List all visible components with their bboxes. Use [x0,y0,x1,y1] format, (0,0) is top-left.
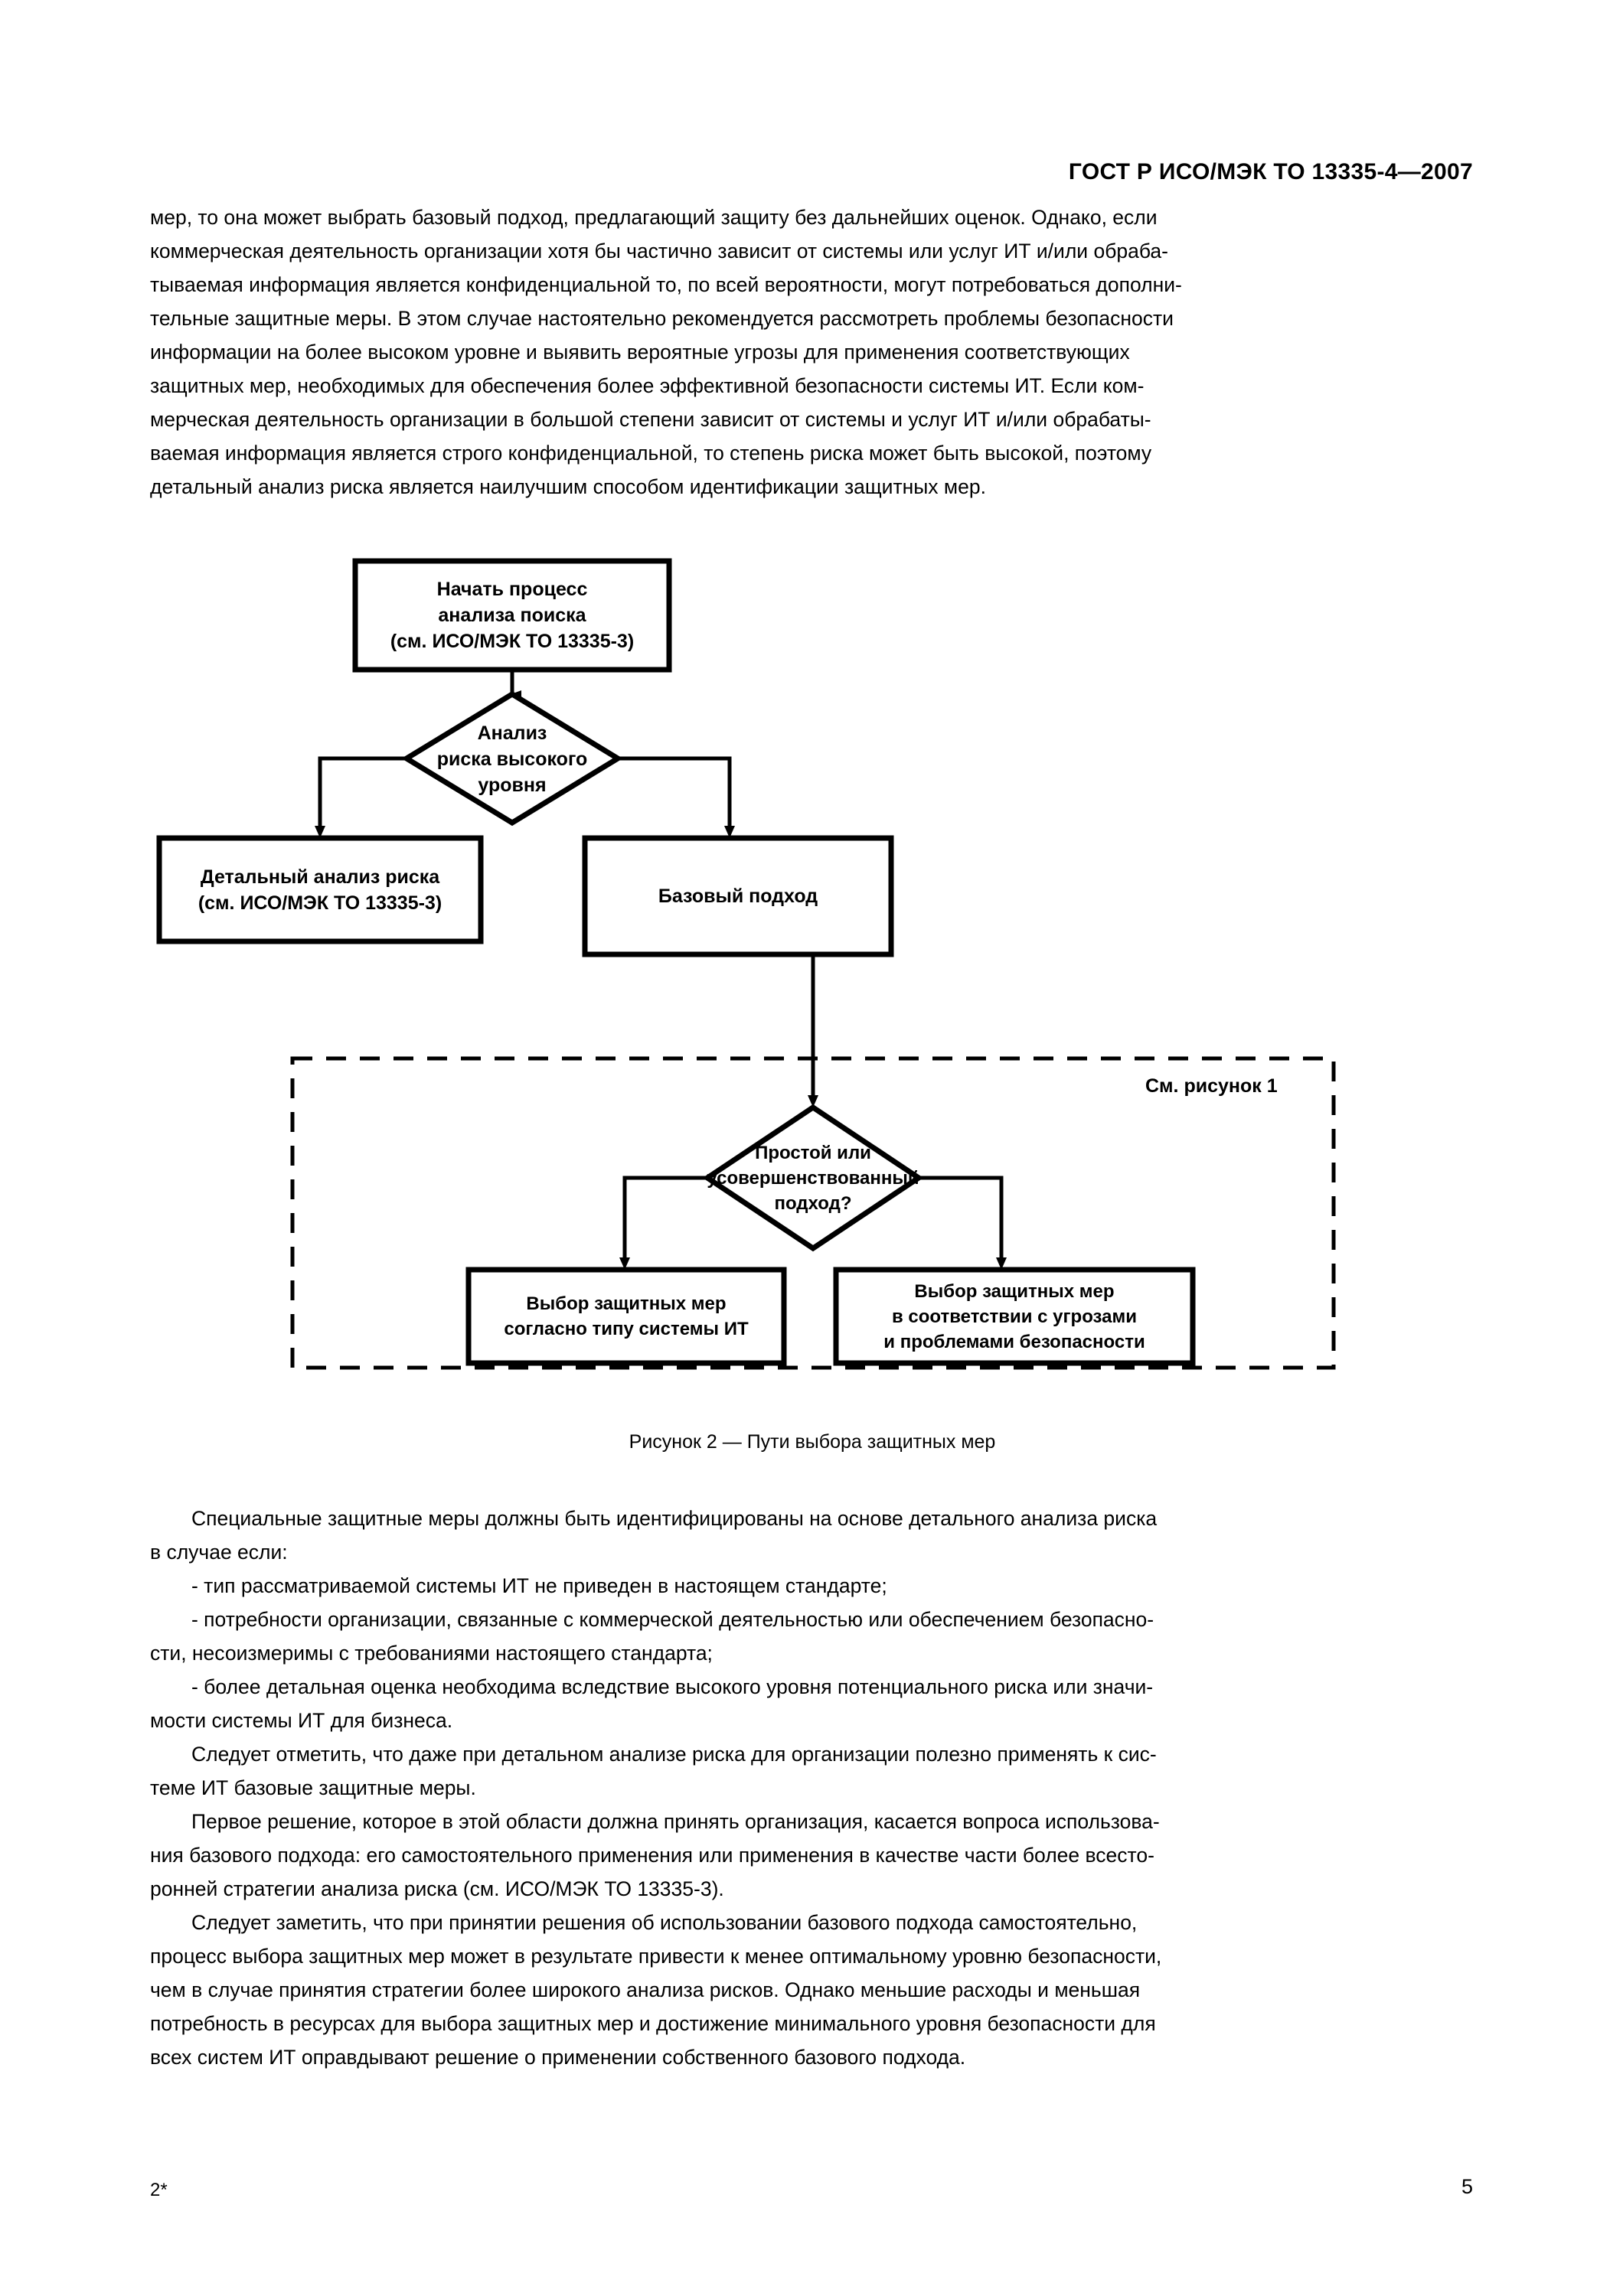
connector-decision1-to-detailed-analysis [315,758,407,838]
connector-baseline-to-decision2 [808,954,818,1107]
connector-decision2-to-left-box [619,1178,707,1270]
text-line: Первое решение, которое в этой области должна принять организация, касается вопроса использова- [191,1810,1160,1833]
text-line: Следует заметить, что при принятии решения об использовании базового подхода самостоятельно, [191,1911,1138,1934]
node-line: подход? [774,1192,852,1214]
text-line: чем в случае принятия стратегии более широкого анализа рисков. Однако меньшие расходы и меньшая [150,1978,1141,2001]
connector-decision1-to-baseline [618,758,735,838]
text-line: сти, несоизмеримы с требованиями настоящего стандарта; [150,1642,713,1665]
node-line: Выбор защитных мер [914,1280,1115,1302]
node-line: в соответствии с угрозами [891,1306,1137,1327]
text-line: мер, то она может выбрать базовый подход, предлагающий защиту без дальнейших оценок. Однако, если [150,206,1158,229]
flow-node-decision-simple-or-enhanced [706,1107,920,1248]
footer-page-number: 5 [1461,2175,1473,2198]
node-line: анализа поиска [438,605,586,626]
node-line: Начать процесс [436,579,588,600]
document-header-standard-number: ГОСТ Р ИСО/МЭК ТО 13335-4—2007 [1068,159,1473,184]
node-line: риска высокого [436,748,588,770]
text-line: Следует отметить, что даже при детальном анализе риска для организации полезно применять к сис- [191,1743,1157,1766]
text-line: потребность в ресурсах для выбора защитных мер и достижение минимального уровня безопасности для [150,2012,1156,2035]
flow-node-detailed-risk-analysis [159,838,481,941]
text-line: - тип рассматриваемой системы ИТ не приведен в настоящем стандарте; [191,1574,887,1597]
flow-node-start [355,561,669,670]
node-line: и проблемами безопасности [883,1331,1145,1352]
bullet-item-3 [150,1670,1474,1737]
node-line: Детальный анализ риска [200,866,440,888]
flow-node-safeguards-by-threats [836,1270,1193,1363]
node-line: (см. ИСО/МЭК ТО 13335-3) [390,631,635,652]
node-line: Анализ [477,722,547,744]
connector-decision2-to-right-box [919,1178,1007,1270]
text-line: процесс выбора защитных мер может в результате привести к менее оптимальному уровню безопасности, [150,1945,1162,1968]
bullet-item-1 [150,1569,1474,1603]
figure-2-flowchart [150,547,1474,1473]
text-line: мости системы ИТ для бизнеса. [150,1709,453,1732]
node-line: согласно типу системы ИТ [504,1319,749,1339]
text-line: информации на более высоком уровне и выявить вероятные угрозы для применения соответствующих [150,341,1130,364]
text-line: - потребности организации, связанные с коммерческой деятельностью или обеспечением безопасно- [191,1608,1154,1631]
node-line: Простой или [755,1142,871,1163]
text-line: ния базового подхода: его самостоятельного применения или применения в качестве части более всесто- [150,1844,1154,1867]
text-line: Специальные защитные меры должны быть идентифицированы на основе детального анализа риска [191,1507,1158,1530]
text-line: мерческая деятельность организации в большой степени зависит от системы и услуг ИТ и/или обрабаты- [150,408,1151,431]
text-line: ронней стратегии анализа риска (см. ИСО/МЭК ТО 13335-3). [150,1877,724,1900]
text-line: тываемая информация является конфиденциальной то, по всей вероятности, могут потребоваться дополни- [150,273,1182,296]
node-line: Выбор защитных мер [526,1293,727,1314]
flow-node-safeguards-by-system-type [469,1270,784,1363]
figure-note-see-figure-1: См. рисунок 1 [1145,1075,1278,1097]
figure-caption: Рисунок 2 — Пути выбора защитных мер [629,1431,996,1453]
node-line: уровня [478,775,547,796]
node-line: усовершенствованный [707,1167,919,1189]
flow-node-decision-high-level-risk [407,694,618,823]
text-line: детальный анализ риска является наилучшим способом идентификации защитных мер. [150,475,986,498]
text-line: в случае если: [150,1541,288,1564]
flow-node-baseline-approach [585,838,891,954]
paragraph-note-detailed-analysis [150,1737,1474,1805]
text-line: защитных мер, необходимых для обеспечения более эффективной безопасности системы ИТ. Если ком- [150,374,1145,397]
intro-paragraph [150,201,1474,504]
paragraph-baseline-standalone [150,1906,1474,2074]
text-line: коммерческая деятельность организации хотя бы частично зависит от системы или услуг ИТ и/или обраба- [150,240,1168,263]
bullet-item-2 [150,1603,1474,1670]
text-line: - более детальная оценка необходима вследствие высокого уровня потенциального риска или значи- [191,1675,1154,1698]
paragraph-first-decision [150,1805,1474,1906]
text-line: всех систем ИТ оправдывают решение о применении собственного базового подхода. [150,2046,966,2069]
body-after-figure [150,1502,1474,2074]
text-line: теме ИТ базовые защитные меры. [150,1776,476,1799]
node-line: (см. ИСО/МЭК ТО 13335-3) [198,892,442,914]
footer-signature-mark: 2* [150,2180,168,2200]
text-line: ваемая информация является строго конфиденциальной, то степень риска может быть высокой, поэтому [150,442,1152,465]
text-line: тельные защитные меры. В этом случае настоятельно рекомендуется рассмотреть проблемы безопасности [150,307,1174,330]
paragraph-special-safeguards [150,1502,1474,1569]
node-line: Базовый подход [658,885,818,907]
